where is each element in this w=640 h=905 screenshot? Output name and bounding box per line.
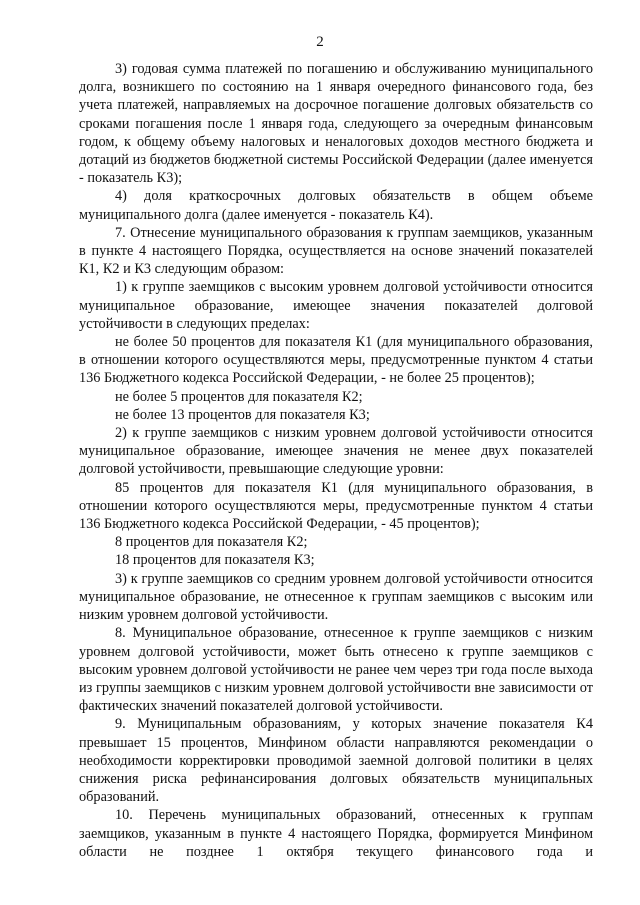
paragraph-high-k3-limit: не более 13 процентов для показателя К3; [115, 406, 370, 423]
paragraph-high-k1-limit: не более 50 процентов для показателя К1 (для муниципального образования, в отношении которого осуществляются меры, предусмотренные пунктом 4 статьи 136 Бюджетного кодекса Российской Федерации, - не более 25 процентов); [79, 334, 593, 387]
paragraph-low-k3-limit: 18 процентов для показателя К3; [115, 552, 315, 569]
paragraph-section-8: 8. Муниципальное образование, отнесенное к группе заемщиков с низким уровнем долговой устойчивости, может быть отнесено к группе заемщиков с высоким уровнем долговой устойчивости не ранее чем через три года после выхода из группы заемщиков с низким уровнем долговой устойчивости вне зависимости от фактических значений показателей долговой устойчивости. [79, 625, 593, 715]
paragraph-item-4-short-term-share: 4) доля краткосрочных долговых обязательств в общем объеме муниципального долга (далее именуется - показатель К4). [79, 188, 593, 223]
paragraph-high-k2-limit: не более 5 процентов для показателя К2; [115, 388, 363, 405]
paragraph-item-3-annual-payments: 3) годовая сумма платежей по погашению и обслуживанию муниципального долга, возникшего по состоянию на 1 января очередного финансового года, без учета платежей, направляемых на досрочное погашение долговых обязательств со сроками погашения после 1 января года, следующего за очередным финансовым годом, к общему объему налоговых и неналоговых доходов местного бюджета и дотаций из бюджетов бюджетной системы Российской Федерации (далее именуется - показатель К3); [79, 61, 593, 187]
document-body [79, 60, 593, 861]
paragraph-low-stability-group: 2) к группе заемщиков с низким уровнем долговой устойчивости относится муниципальное образование, имеющее значения не менее двух показателей долговой устойчивости, превышающие следующие уровни: [79, 425, 593, 478]
paragraph-high-stability-group: 1) к группе заемщиков с высоким уровнем долговой устойчивости относится муниципальное образование, имеющее значения показателей долговой устойчивости в следующих пределах: [79, 279, 593, 332]
paragraph-section-10: 10. Перечень муниципальных образований, отнесенных к группам заемщиков, указанным в пункте 4 настоящего Порядка, формируется Минфином области не позднее 1 октября текущего финансового года и [79, 807, 593, 860]
paragraph-low-k2-limit: 8 процентов для показателя К2; [115, 534, 308, 551]
paragraph-medium-stability-group: 3) к группе заемщиков со средним уровнем долговой устойчивости относится муниципальное образование, не отнесенное к группам заемщиков с высоким или низким уровнем долговой устойчивости. [79, 570, 593, 624]
page-number: 2 [316, 34, 324, 50]
paragraph-section-7: 7. Отнесение муниципального образования к группам заемщиков, указанным в пункте 4 настоящего Порядка, осуществляется на основе значений показателей К1, К2 и К3 следующим образом: [79, 224, 593, 278]
paragraph-section-9: 9. Муниципальным образованиям, у которых значение показателя К4 превышает 15 процентов, Минфином области направляются рекомендации о необходимости корректировки проводимой заемной долговой политики в целях снижения риска рефинансирования долговых обязательств муниципальных образований. [79, 716, 593, 806]
paragraph-low-k1-limit: 85 процентов для показателя К1 (для муниципального образования, в отношении которого осуществляются меры, предусмотренные пунктом 4 статьи 136 Бюджетного кодекса Российской Федерации, - 45 процентов); [79, 479, 593, 533]
